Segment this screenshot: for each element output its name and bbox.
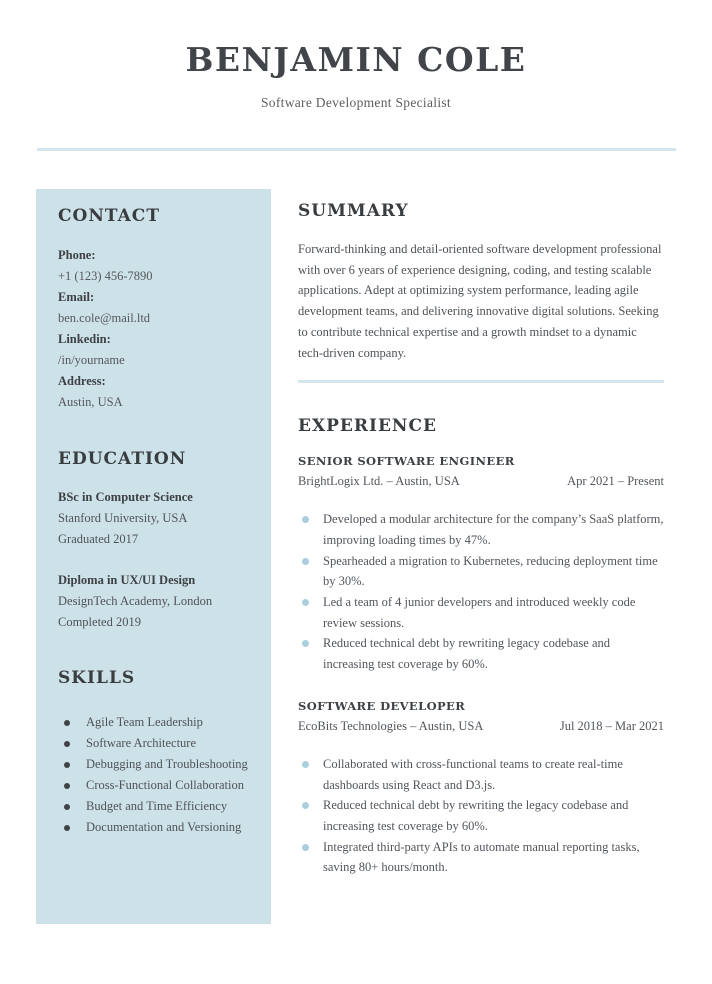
section-divider bbox=[298, 380, 664, 383]
experience-section bbox=[298, 415, 664, 878]
achievement-text: Developed a modular architecture for the company’s SaaS platform, improving loading times by 47%. bbox=[323, 512, 664, 547]
summary-heading: SUMMARY bbox=[298, 201, 409, 221]
skill-label: Documentation and Versioning bbox=[86, 820, 242, 834]
skill-label: Software Architecture bbox=[86, 736, 197, 750]
list-item bbox=[58, 733, 255, 754]
job-bullet-list bbox=[298, 754, 664, 878]
job-dates: Jul 2018 – Mar 2021 bbox=[559, 718, 664, 733]
list-item bbox=[298, 837, 664, 878]
education-section bbox=[58, 448, 255, 633]
list-item bbox=[298, 754, 664, 795]
achievement-text: Reduced technical debt by rewriting the legacy codebase and increasing test coverage by 60%. bbox=[323, 798, 629, 833]
graduation-note: Completed 2019 bbox=[58, 615, 141, 629]
achievement-text: Integrated third-party APIs to automate manual reporting tasks, saving 80+ hours/month. bbox=[323, 839, 640, 875]
address-value: Austin, USA bbox=[58, 395, 123, 409]
bullet-dot-icon bbox=[64, 783, 70, 789]
phone-label: Phone: bbox=[58, 248, 96, 262]
job-headline: Software Development Specialist bbox=[260, 95, 451, 110]
bullet-dot-icon bbox=[302, 516, 309, 523]
job-dates: Apr 2021 – Present bbox=[567, 474, 664, 489]
bullet-dot-icon bbox=[64, 741, 70, 747]
company-name: EcoBits Technologies – Austin, USA bbox=[298, 718, 484, 733]
bullet-dot-icon bbox=[302, 599, 309, 606]
contact-section bbox=[58, 205, 255, 413]
job-entry bbox=[298, 451, 664, 675]
list-item bbox=[58, 796, 255, 817]
school-name: Stanford University, USA bbox=[58, 511, 188, 525]
bullet-dot-icon bbox=[302, 640, 309, 647]
linkedin-label: Linkedin: bbox=[58, 332, 111, 346]
skill-label: Agile Team Leadership bbox=[86, 715, 203, 729]
job-title: SENIOR SOFTWARE ENGINEER bbox=[298, 454, 515, 469]
bullet-dot-icon bbox=[302, 761, 309, 768]
job-title: SOFTWARE DEVELOPER bbox=[298, 698, 466, 713]
list-item bbox=[298, 795, 664, 836]
list-item bbox=[58, 817, 255, 838]
skill-label: Debugging and Troubleshooting bbox=[86, 757, 248, 771]
company-name: BrightLogix Ltd. – Austin, USA bbox=[298, 474, 460, 489]
bullet-dot-icon bbox=[64, 825, 70, 831]
email-value: ben.cole@mail.ltd bbox=[58, 311, 151, 325]
address-label: Address: bbox=[58, 374, 106, 388]
list-item bbox=[298, 633, 664, 674]
job-meta-row bbox=[298, 471, 664, 492]
experience-heading: EXPERIENCE bbox=[298, 416, 437, 437]
list-item bbox=[58, 775, 255, 796]
bullet-dot-icon bbox=[302, 844, 309, 851]
page-title: BENJAMIN COLE bbox=[185, 40, 527, 79]
achievement-text: Spearheaded a migration to Kubernetes, reducing deployment time by 30%. bbox=[323, 553, 658, 589]
job-entry bbox=[298, 696, 664, 878]
education-entry bbox=[58, 487, 255, 550]
bullet-dot-icon bbox=[302, 802, 309, 809]
bullet-dot-icon bbox=[302, 558, 309, 565]
linkedin-value: /in/yourname bbox=[58, 353, 125, 367]
degree-name: Diploma in UX/UI Design bbox=[58, 573, 196, 587]
achievement-text: Collaborated with cross-functional teams to create real-time dashboards using React and D3.js. bbox=[323, 756, 623, 792]
education-heading: EDUCATION bbox=[58, 449, 187, 469]
degree-name: BSc in Computer Science bbox=[58, 490, 193, 504]
graduation-note: Graduated 2017 bbox=[58, 532, 139, 546]
list-item bbox=[58, 712, 255, 733]
job-bullet-list bbox=[298, 509, 664, 675]
summary-section bbox=[298, 200, 664, 363]
skill-label: Budget and Time Efficiency bbox=[86, 799, 228, 813]
achievement-text: Led a team of 4 junior developers and introduced weekly code review sessions. bbox=[323, 595, 636, 630]
contact-heading: CONTACT bbox=[58, 206, 160, 226]
contact-fields bbox=[58, 245, 255, 413]
skill-label: Cross-Functional Collaboration bbox=[86, 778, 244, 792]
bullet-dot-icon bbox=[64, 720, 70, 726]
bullet-dot-icon bbox=[64, 762, 70, 768]
bullet-dot-icon bbox=[64, 804, 70, 810]
phone-value: +1 (123) 456-7890 bbox=[58, 269, 153, 283]
main-column bbox=[298, 200, 664, 878]
skills-list bbox=[58, 712, 255, 838]
education-entry bbox=[58, 570, 255, 633]
job-meta-row bbox=[298, 716, 664, 737]
list-item bbox=[58, 754, 255, 775]
summary-text: Forward-thinking and detail-oriented software development professional with over 6 years of experience designing, coding, and testing scalable applications. Adept at optimizing system performance, leading agile development teams, and delivering innovative digital solutions. Seeking to contribute technical expertise and a growth mindset to a dynamic tech-driven company. bbox=[298, 242, 662, 360]
school-name: DesignTech Academy, London bbox=[58, 594, 213, 608]
sidebar bbox=[36, 189, 271, 924]
list-item bbox=[298, 592, 664, 633]
list-item bbox=[298, 509, 664, 550]
skills-heading: SKILLS bbox=[58, 668, 136, 688]
email-label: Email: bbox=[58, 290, 95, 304]
achievement-text: Reduced technical debt by rewriting legacy codebase and increasing test coverage by 60%. bbox=[323, 636, 611, 672]
header-divider bbox=[37, 148, 676, 151]
list-item bbox=[298, 551, 664, 592]
skills-section bbox=[58, 667, 255, 838]
